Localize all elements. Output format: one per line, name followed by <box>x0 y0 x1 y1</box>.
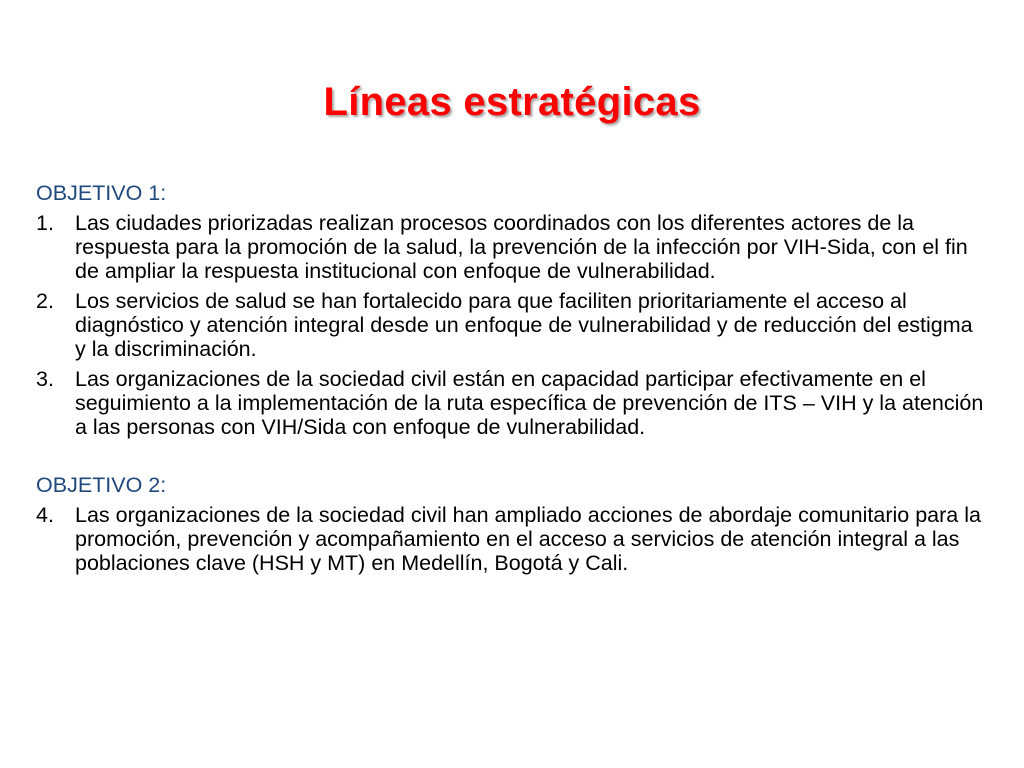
slide-body <box>36 181 986 581</box>
list-item-text: Las organizaciones de la sociedad civil están en capacidad participar efectivamente en el seguimiento a la implementación de la ruta específica de prevención de ITS – VIH y la atención a las personas con VIH/Sida con enfoque de vulnerabilidad. <box>75 367 984 439</box>
list-item-number: 1. <box>36 211 54 235</box>
list-item-number: 2. <box>36 289 54 313</box>
list-item-text: Las ciudades priorizadas realizan procesos coordinados con los diferentes actores de la respuesta para la promoción de la salud, la prevención de la infección por VIH-Sida, con el fin de ampliar la respuesta institucional con enfoque de vulnerabilidad. <box>75 211 968 283</box>
slide-title: Líneas estratégicas <box>323 80 701 124</box>
list-item <box>36 367 986 439</box>
list-item-text: Los servicios de salud se han fortalecido para que faciliten prioritariamente el acceso al diagnóstico y atención integral desde un enfoque de vulnerabilidad y de reducción del estigma y la discriminación. <box>75 289 973 361</box>
list-item <box>36 503 986 575</box>
list-item <box>36 211 986 283</box>
section-spacer <box>36 445 986 473</box>
list-item-number: 3. <box>36 367 54 391</box>
objective-2-heading: OBJETIVO 2: <box>36 473 167 497</box>
list-item <box>36 289 986 361</box>
list-item-number: 4. <box>36 503 54 527</box>
objective-1-heading: OBJETIVO 1: <box>36 181 167 205</box>
list-item-text: Las organizaciones de la sociedad civil han ampliado acciones de abordaje comunitario para la promoción, prevención y acompañamiento en el acceso a servicios de atención integral a las poblaciones clave (HSH y MT) en Medellín, Bogotá y Cali. <box>75 503 981 575</box>
